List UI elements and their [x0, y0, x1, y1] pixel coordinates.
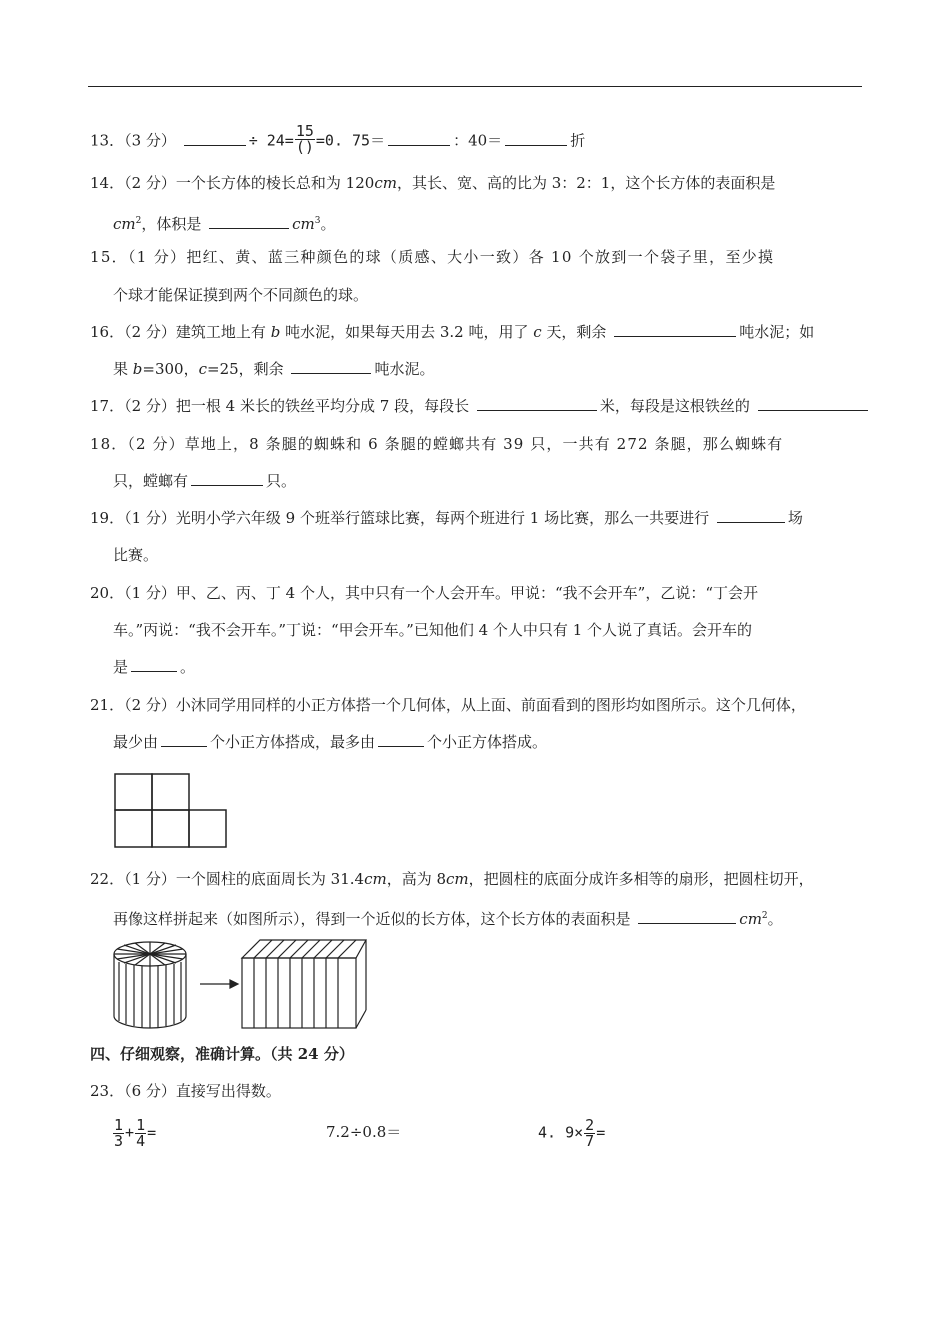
- question-21-line2: 最少由 个小正方体搭成，最多由 个小正方体搭成。: [113, 733, 548, 751]
- answer-blank-18[interactable]: [191, 471, 263, 486]
- question-21: 21．（2 分）小沐同学用同样的小正方体搭一个几何体，从上面、前面看到的图形均如图所示。这个几何体，: [90, 696, 806, 714]
- question-20-line2: 车。”丙说：“我不会开车。”丁说：“甲会开车。”已知他们 4 个人中只有 1 个人说了真话。会开车的: [113, 621, 753, 639]
- cuboid-shape: [242, 940, 366, 1028]
- cylinder-cuboid-figure: [110, 938, 368, 1030]
- question-18: 18．（2 分）草地上，8 条腿的蜘蛛和 6 条腿的螳螂共有 39 只，一共有 272 条腿，那么蜘蛛有: [90, 435, 784, 453]
- header-rule: [88, 86, 862, 87]
- question-14-line2: $cm^2$，体积是 $cm^3$。: [113, 215, 336, 233]
- expression-1: $\frac{1}{3}$ + $\frac{1}{4}$ =: [114, 1116, 157, 1150]
- question-15: 15．（1 分）把红、黄、蓝三种颜色的球（质感、大小一致）各 10 个放到一个袋子里，至少摸: [90, 248, 775, 266]
- cube-square: [152, 774, 189, 810]
- section-4-title: 四、仔细观察，准确计算。（共 24 分）: [90, 1045, 354, 1063]
- question-16-line2: 果 b=300，c=25，剩余 吨水泥。: [113, 360, 435, 378]
- answer-blank-13b[interactable]: [388, 131, 450, 146]
- cube-square: [115, 810, 152, 847]
- question-15-line2: 个球才能保证摸到两个不同颜色的球。: [113, 286, 369, 304]
- question-20: 20．（1 分）甲、乙、丙、丁 4 个人，其中只有一个人会开车。甲说：“我不会开车”，乙说：“丁会开: [90, 584, 758, 602]
- answer-blank-14[interactable]: [209, 214, 289, 229]
- answer-blank-19[interactable]: [717, 508, 785, 523]
- arrow-icon: [200, 980, 238, 988]
- answer-blank-16a[interactable]: [614, 322, 736, 337]
- question-number: 13．: [90, 131, 125, 150]
- cube-square: [115, 774, 152, 810]
- question-22-line2: 再像这样拼起来（如图所示），得到一个近似的长方体，这个长方体的表面积是 $cm^2$。: [113, 910, 783, 928]
- answer-blank-17a[interactable]: [477, 396, 597, 411]
- answer-blank-22[interactable]: [638, 909, 736, 924]
- question-23: 23．（6 分）直接写出得数。: [90, 1082, 281, 1100]
- question-20-line3: 是 。: [113, 658, 196, 676]
- answer-blank-21a[interactable]: [161, 732, 207, 747]
- score: （3 分）: [124, 131, 176, 150]
- question-14: 14．（2 分）一个长方体的棱长总和为 120cm，其长、宽、高的比为 3：2：1，这个长方体的表面积是: [90, 174, 776, 192]
- answer-blank-21b[interactable]: [378, 732, 424, 747]
- cube-view-figure: [114, 773, 228, 849]
- cylinder-shape: [114, 942, 186, 1028]
- cube-square: [152, 810, 189, 847]
- answer-blank-17b[interactable]: [758, 396, 868, 411]
- question-16: 16．（2 分）建筑工地上有 b 吨水泥，如果每天用去 3.2 吨，用了 c 天，剩余 吨水泥；如: [90, 323, 815, 341]
- expression-3: 4. 9× $\frac{2}{7}$ =: [538, 1116, 606, 1150]
- cube-square: [189, 810, 226, 847]
- expression-2: 7.2÷0.8＝: [326, 1123, 402, 1141]
- answer-blank-20[interactable]: [131, 657, 177, 672]
- question-22: 22．（1 分）一个圆柱的底面周长为 31.4cm，高为 8cm，把圆柱的底面分成许多相等的扇形，把圆柱切开，: [90, 870, 814, 888]
- question-17: 17．（2 分）把一根 4 米长的铁丝平均分成 7 段，每段长 米，每段是这根铁丝的: [90, 396, 871, 416]
- question-18-line2: 只，螳螂有 只。: [113, 472, 297, 490]
- question-19-line2: 比赛。: [113, 546, 159, 564]
- question-13: 13．（3 分） ÷ 24= $\frac{15}{()}$ =0. 75＝ ：40＝ 折: [90, 122, 586, 156]
- question-19: 19．（1 分）光明小学六年级 9 个班举行篮球比赛，每两个班进行 1 场比赛，那么一共要进行 场: [90, 509, 803, 527]
- answer-blank-13c[interactable]: [505, 131, 567, 146]
- answer-blank-13a[interactable]: [184, 131, 246, 146]
- answer-blank-16b[interactable]: [291, 359, 371, 374]
